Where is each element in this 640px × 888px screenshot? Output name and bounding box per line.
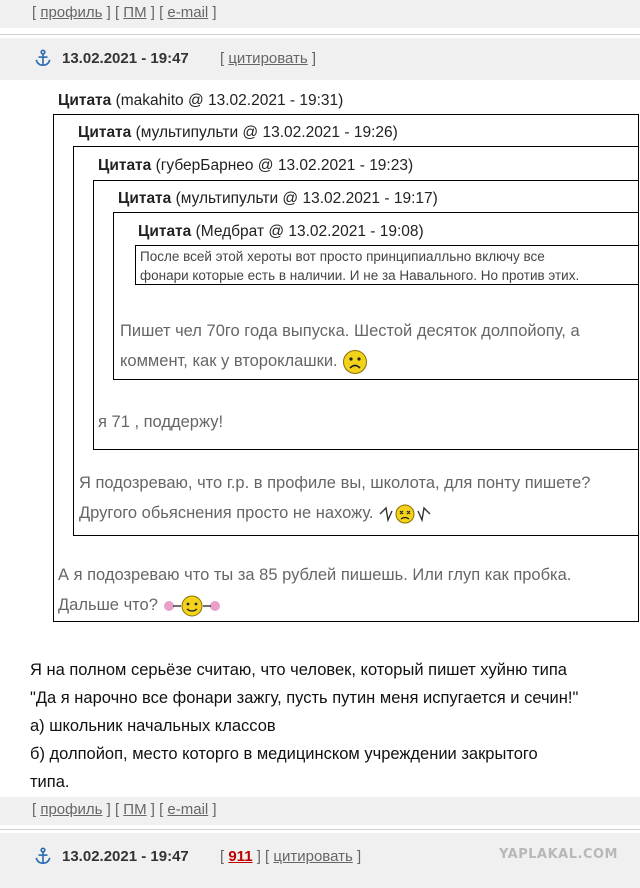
post-footer-bar [0,797,640,825]
quote-text: Пишет чел 70го года выпуска. Шестой десяток долпойопу, а коммент, как у второклашки. [120,316,580,376]
divider [0,829,640,830]
quote-label: Цитата [78,124,132,141]
quote-header [138,223,424,241]
quote-link[interactable]: цитировать [273,847,353,865]
post-actions: [ цитировать ] [220,49,317,67]
cheering-smiley-icon [163,593,221,619]
quote-header [78,124,398,142]
quote-header [98,157,413,175]
quote-label: Цитата [138,223,192,240]
quote-meta: (мультипульти @ 13.02.2021 - 19:17) [175,190,438,207]
quote-meta: (мультипульти @ 13.02.2021 - 19:26) [135,124,398,141]
quote-label: Цитата [118,190,172,207]
profile-link[interactable]: профиль [40,4,103,21]
divider [0,34,640,35]
quote-meta: (makahito @ 13.02.2021 - 19:31) [115,92,344,109]
quote-text: После всей этой хероты вот просто принципиалльно включу все фонари которые есть в наличии. И не за Навального. Но против этих. [140,249,580,283]
quote-link[interactable]: цитировать [228,49,308,67]
anchor-icon[interactable] [34,49,52,67]
dizzy-smiley-icon [378,503,432,525]
quote-label: Цитата [58,92,112,109]
post-user-links: [ профиль ] [ ПМ ] [ e-mail ] [32,801,217,818]
email-link[interactable]: e-mail [167,801,209,818]
post-body: Я на полном серьёзе считаю, что человек, который пишет хуйню типа "Да я нарочно все фонари зажгу, пусть путин меня испугается и сечин!" а) школьник начальных классов б) долпойоп, место которго в медицинском учреждении закрытого типа. [30,661,579,791]
pm-link[interactable]: ПМ [123,801,147,818]
quote-text: я 71 , поддержу! [98,413,224,431]
post-date: 13.02.2021 - 19:47 [62,847,189,865]
quote-meta: (губерБарнео @ 13.02.2021 - 19:23) [155,157,414,174]
post-header [0,38,640,80]
site-watermark: YAPLAKAL.COM [499,847,618,862]
quote-header [58,92,343,110]
email-link[interactable]: e-mail [167,4,209,21]
quote-label: Цитата [98,157,152,174]
quote-header [118,190,438,208]
quote-meta: (Медбрат @ 13.02.2021 - 19:08) [195,223,424,240]
top-links-bar [0,0,640,28]
sad-smiley-icon [342,349,368,375]
reply-count-link[interactable]: 911 [228,847,253,865]
post-date: 13.02.2021 - 19:47 [62,49,189,67]
top-user-links: [ профиль ] [ ПМ ] [ e-mail ] [32,4,217,21]
anchor-icon[interactable] [34,847,52,865]
post-actions: [ 911 ] [ цитировать ] [220,847,362,865]
quote-text: Я подозреваю, что г.р. в профиле вы, школота, для понту пишете? Другого обьяснения просто не нахожу. [79,468,590,528]
pm-link[interactable]: ПМ [123,4,147,21]
quote-text: А я подозреваю что ты за 85 рублей пишешь. Или глуп как пробка. Дальше что? [58,560,571,620]
profile-link[interactable]: профиль [40,801,103,818]
